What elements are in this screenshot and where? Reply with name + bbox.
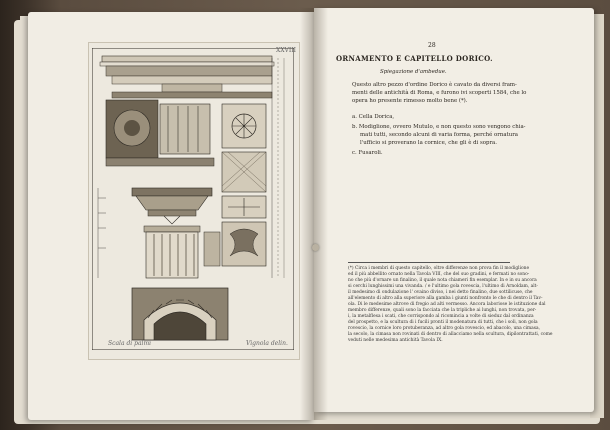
body-line: menti delle antichità di Roma, e furono ivi scoperti 1584, che lo (352, 90, 527, 96)
body-line: opera ho presente rimesso molto bene (*). (352, 98, 468, 104)
page-number: 28 (428, 42, 436, 49)
footnote-line: ed il più abbellito ornato nella Tavola VIII, che del suo gradini, e fermati no sono- (348, 272, 530, 277)
footnote-line: no che più d'ornare un finalino, il quale nota chiameri fin esemplar. In e in su ancora (348, 278, 537, 283)
footnote-line: rovescio, la cornice loro protuberanza, ad altro gola rovescio, ed abacolo, una cimasa, (348, 326, 541, 331)
page-title: ORNAMENTO E CAPITELLO DORICO. (336, 54, 493, 63)
list-item: l'ufficio si proverano la cornice, che gli è di sopra. (360, 140, 497, 146)
doric-order-engraving (92, 48, 294, 350)
list-item: mati tutti, secondo alcuni di varia forma, perché ornatura (360, 132, 518, 138)
footnote-line: i, la metalflesa i scati, che corrispondo al ricomincia a volte di sieduz dal ordinanza (348, 314, 534, 319)
footnote-line: membro differenze, quali sono la facciata che la tripliche ai lunghi, non trovata, per- (348, 308, 537, 313)
book-gutter (300, 8, 328, 420)
footnote-line: il medesimo di ondulazione l' ovaino diviso, i nei detto finalino, due sottilicuse, che (348, 290, 533, 295)
list-item: c. Fusaroli. (352, 150, 383, 156)
body-line: Questo altro pezzo d'ordine Dorico è cavato da diversi fram- (352, 82, 517, 88)
plate-number: XXVIII (276, 47, 296, 54)
artist-caption: Vignola delin. (246, 340, 288, 347)
list-item: b. Modiglione, ovvero Mutulo, e non questo sono vengono chia- (352, 124, 526, 130)
binding-pin (312, 244, 319, 251)
footnote-line: ola. Di le medesime altrove di fregio ad alti vermesso. Ancora laboriose le istituzione dal (348, 302, 546, 307)
footnote-line: veduti nelle medesima antichità Tavola IX. (348, 338, 443, 343)
footnote-line: si cerchi lunghissimi una vivanda. / e l'ultimo gola rovescia, l'ultimo di Arnoldam, alt- (348, 284, 538, 289)
footnote-line: la secolo, la cimasa non rovinati di dentro di allacciamo nella scultura, dipilontrattati, come (348, 332, 553, 337)
scale-caption: Scala di palmi (108, 340, 152, 347)
footnote-line: all'elemento di altro alla superiore alla gamba i giunti nonfronto le che di dentro il Tav- (348, 296, 543, 301)
right-page (314, 8, 594, 412)
footnote-line: (*) Circa i membri di questo capitello, oltre differenze non prova fin il modiglione (348, 266, 530, 271)
page-subtitle: Spiegazione d'ambedue. (380, 69, 447, 75)
footnote-line: del prospetto, e la scultura di i fucili pronti il modenatura di tutti, che i soli, non gola (348, 320, 538, 325)
footnote-rule (348, 262, 510, 263)
list-item: a. Cella Dorica, (352, 114, 395, 120)
